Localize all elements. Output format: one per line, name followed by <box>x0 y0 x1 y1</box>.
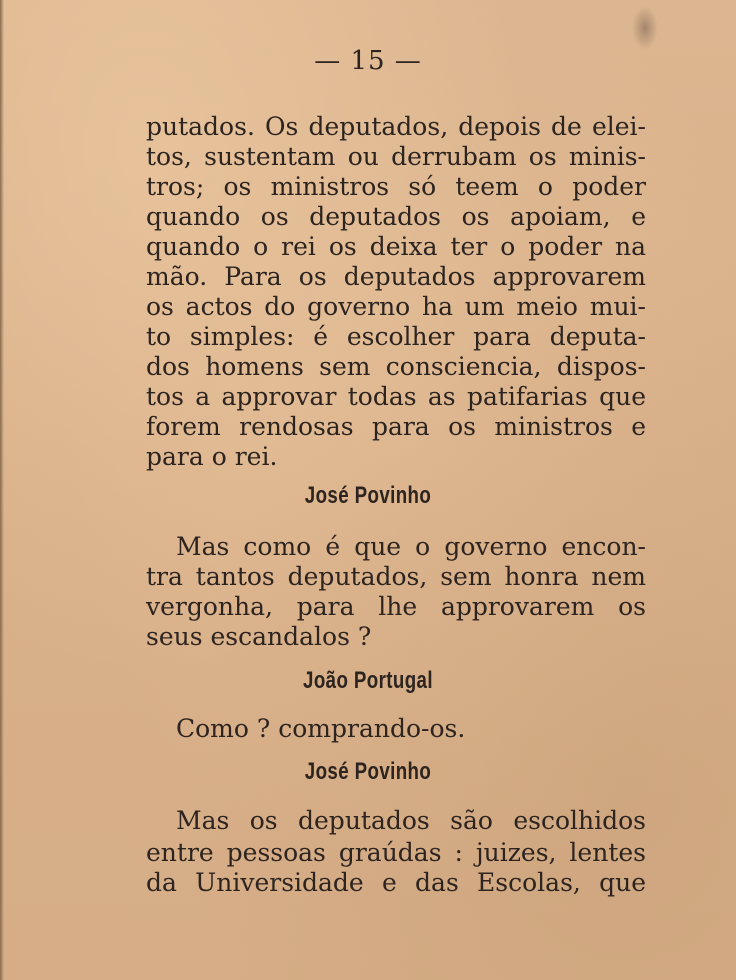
text-line: mão. Para os deputados approvarem <box>146 262 646 291</box>
text-line: tra tantos deputados, sem honra nem <box>146 562 646 591</box>
speaker-heading: João Portugal <box>303 667 433 694</box>
text-line: seus escandalos ? <box>146 622 372 651</box>
text-line: quando os deputados os apoiam, e <box>146 202 646 231</box>
page-edge-shadow <box>0 0 4 980</box>
text-line: Como ? comprando-os. <box>176 714 466 743</box>
text-line: tos, sustentam ou derrubam os minis- <box>146 142 646 171</box>
text-line: da Universidade e das Escolas, que <box>146 868 646 897</box>
text-line: os actos do governo ha um meio mui- <box>146 292 646 321</box>
paper-stain <box>632 6 658 50</box>
text-line: putados. Os deputados, depois de elei- <box>146 112 646 141</box>
speaker-heading: José Povinho <box>304 758 432 785</box>
text-line: to simples: é escolher para deputa- <box>146 322 646 351</box>
text-line: dos homens sem consciencia, dispos- <box>146 352 646 381</box>
text-line: entre pessoas graúdas : juizes, lentes <box>146 838 646 867</box>
text-line: tos a approvar todas as patifarias que <box>146 382 646 411</box>
speaker-heading: José Povinho <box>304 482 432 509</box>
text-line: Mas como é que o governo encon- <box>176 532 646 561</box>
text-line: quando o rei os deixa ter o poder na <box>146 232 646 261</box>
text-line: para o rei. <box>146 442 278 471</box>
text-line: tros; os ministros só teem o poder <box>146 172 646 201</box>
text-line: forem rendosas para os ministros e <box>146 412 646 441</box>
page-number: — 15 — <box>314 46 422 76</box>
text-line: vergonha, para lhe approvarem os <box>146 592 646 621</box>
text-line: Mas os deputados são escolhidos <box>176 806 646 835</box>
